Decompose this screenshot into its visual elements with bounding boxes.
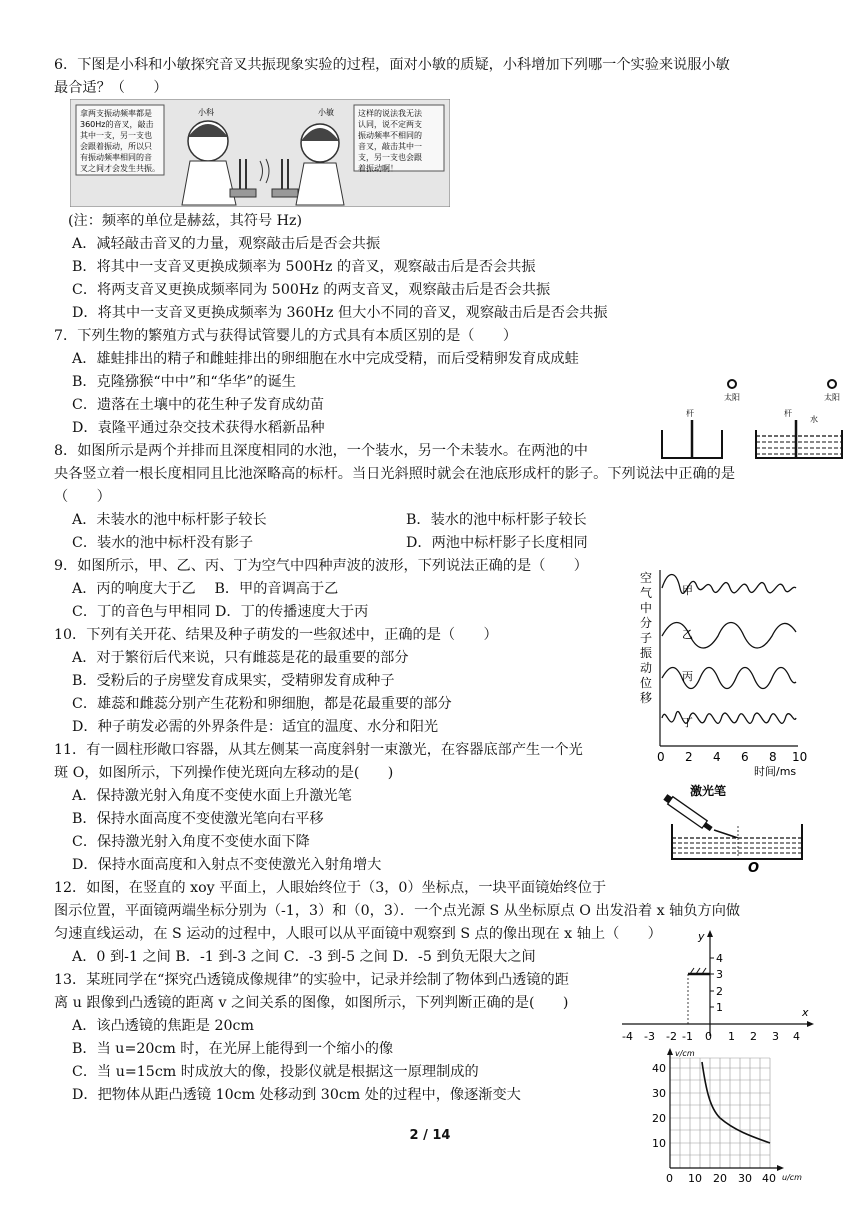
q10-option-b: B．受粉后的子房壁发育成果实，受精卵发育成种子 <box>72 673 395 689</box>
q8-water-label: 水 <box>810 415 818 424</box>
q13-xtick-30: 30 <box>738 1172 752 1184</box>
q12-xlabel: x <box>802 1006 809 1019</box>
q12-xtick-m3: -3 <box>644 1030 655 1043</box>
q7-stem: 7．下列生物的繁殖方式与获得试管婴儿的方式具有本质区别的是（ ） <box>54 328 518 344</box>
q10-stem: 10．下列有关开花、结果及种子萌发的一些叙述中，正确的是（ ） <box>54 627 498 643</box>
q7-option-a: A．雄蛙排出的精子和雌蛙排出的卵细胞在水中完成受精，而后受精卵发育成成蛙 <box>72 351 579 367</box>
q6-left-text-3: 其中一支，另一支也 <box>80 131 152 140</box>
q11-figure-laser <box>660 782 810 874</box>
q7-option-d: D．袁隆平通过杂交技术获得水稻新品种 <box>72 420 325 436</box>
q6-right-text-4: 音叉，敲击其中一 <box>358 142 422 151</box>
q13-xtick-0: 0 <box>666 1172 673 1184</box>
page-number: 2 / 14 <box>409 1128 451 1143</box>
q12-stem-line1: 12．如图，在竖直的 xoy 平面上，人眼始终位于（3，0）坐标点，一块平面镜始终位于 <box>54 880 607 896</box>
q9-wave-label-bing: 丙 <box>682 670 693 683</box>
q6-right-text-5: 支，另一支也会跟 <box>358 153 422 162</box>
q13-ytick-30: 30 <box>652 1087 666 1100</box>
q11-stem-line2: 斑 O，如图所示，下列操作使光斑向左移动的是( ) <box>54 765 394 781</box>
q10-option-c: C．雄蕊和雌蕊分别产生花粉和卵细胞，都是花最重要的部分 <box>72 696 452 712</box>
q6-option-d: D．将其中一支音叉更换成频率为 360Hz 但大小不同的音叉，观察敲击后是否会共振 <box>72 305 608 321</box>
q12-xtick-4: 4 <box>793 1030 800 1043</box>
q9-ylabel-9: 移 <box>640 691 653 705</box>
q11-option-b: B．保持水面高度不变使激光笔向右平移 <box>72 811 324 827</box>
q13-option-b: B．当 u=20cm 时，在光屏上能得到一个缩小的像 <box>72 1041 394 1057</box>
q9-ylabel-6: 振 <box>640 646 653 660</box>
q8-option-b: B．装水的池中标杆影子较长 <box>406 512 587 528</box>
q9-xtick-2: 2 <box>685 750 693 764</box>
q12-stem-line2: 图示位置，平面镜两端坐标分别为（-1，3）和（0，3）．一个点光源 S 从坐标原点 O 出发沿着 x 轴负方向做 <box>54 903 741 919</box>
q9-wave-label-ding: 丁 <box>682 716 693 729</box>
q8-option-a: A．未装水的池中标杆影子较长 <box>72 512 267 528</box>
q11-option-c: C．保持激光射入角度不变使水面下降 <box>72 834 310 850</box>
q9-ylabel-4: 分 <box>640 616 653 630</box>
q13-xtick-10: 10 <box>688 1172 702 1184</box>
q6-name-right: 小敏 <box>318 108 334 117</box>
q9-wave-label-jia: 甲 <box>682 584 693 597</box>
q6-option-b: B．将其中一支音叉更换成频率为 500Hz 的音叉，观察敲击后是否会共振 <box>72 259 536 275</box>
q12-xtick-0: 0 <box>705 1030 712 1043</box>
q6-option-c: C．将两支音叉更换成频率同为 500Hz 的两支音叉，观察敲击后是否会共振 <box>72 282 551 298</box>
q12-xtick-m2: -2 <box>666 1030 677 1043</box>
q9-ylabel-1: 空 <box>640 571 653 585</box>
q13-ytick-40: 40 <box>652 1062 666 1075</box>
q13-option-c: C．当 u=15cm 时成放大的像，投影仪就是根据这一原理制成的 <box>72 1064 479 1080</box>
q12-xtick-m4: -4 <box>622 1030 633 1043</box>
q8-pole-label-2: 杆 <box>784 409 792 418</box>
q13-stem-line1: 13．某班同学在“探究凸透镜成像规律”的实验中，记录并绘制了物体到凸透镜的距 <box>54 972 569 988</box>
q12-xtick-3: 3 <box>772 1030 779 1043</box>
q9-ylabel-3: 中 <box>640 601 653 615</box>
q9-xlabel: 时间/ms <box>754 765 797 778</box>
q6-figure-cartoon <box>70 99 450 207</box>
q12-xtick-2: 2 <box>750 1030 757 1043</box>
q11-option-a: A．保持激光射入角度不变使水面上升激光笔 <box>72 788 352 804</box>
q9-ylabel-2: 气 <box>640 586 653 600</box>
q8-sun-label-2: 太阳 <box>824 393 840 402</box>
q9-figure-waveforms <box>632 566 808 778</box>
q12-stem-line3: 匀速直线运动，在 S 运动的过程中，人眼可以从平面镜中观察到 S 点的像出现在 x 轴上（ ） <box>54 926 662 942</box>
q8-figure-pools <box>650 378 850 462</box>
q13-xtick-20: 20 <box>713 1172 727 1184</box>
q11-option-d: D．保持水面高度和入射点不变使激光入射角增大 <box>72 857 382 873</box>
q7-option-c: C．遗落在土壤中的花生种子发育成幼苗 <box>72 397 325 413</box>
q13-ytick-20: 20 <box>652 1112 666 1125</box>
q13-ylabel: v/cm <box>675 1049 695 1058</box>
q9-xtick-6: 6 <box>741 750 749 764</box>
q9-xtick-4: 4 <box>713 750 721 764</box>
q8-sun-label-1: 太阳 <box>724 393 740 402</box>
q9-options-line1: A．丙的响度大于乙 B．甲的音调高于乙 <box>72 581 339 597</box>
q6-right-text-3: 振动频率不相同的 <box>358 131 422 140</box>
q13-xlabel: u/cm <box>782 1173 802 1182</box>
q11-laser-label: 激光笔 <box>690 784 727 798</box>
q9-ylabel-5: 子 <box>640 631 653 645</box>
q12-figure-coordinates <box>618 924 818 1046</box>
q9-ylabel-8: 位 <box>640 676 653 690</box>
q12-xtick-1: 1 <box>728 1030 735 1043</box>
q6-left-text-5: 有振动频率相同的音 <box>80 153 152 162</box>
q9-stem: 9．如图所示，甲、乙、丙、丁为空气中四种声波的波形，下列说法正确的是（ ） <box>54 558 588 574</box>
q9-ylabel-7: 动 <box>640 661 653 675</box>
q8-pole-label-1: 杆 <box>686 409 694 418</box>
q6-note: (注：频率的单位是赫兹，其符号 Hz) <box>68 213 303 229</box>
q6-right-text-1: 这样的说法我无法 <box>358 109 422 118</box>
q12-ytick-1: 1 <box>716 1001 723 1014</box>
q8-option-c: C．装水的池中标杆没有影子 <box>72 535 254 551</box>
q6-left-text-4: 会跟着振动，所以只 <box>80 142 152 151</box>
q13-figure-uv-graph <box>650 1046 810 1184</box>
q12-ytick-4: 4 <box>716 952 723 965</box>
q13-option-d: D．把物体从距凸透镜 10cm 处移动到 30cm 处的过程中，像逐渐变大 <box>72 1087 521 1103</box>
q6-option-a: A．减轻敲击音叉的力量，观察敲击后是否会共振 <box>72 236 381 252</box>
q6-stem-line2: 最合适？（ ） <box>54 80 168 96</box>
q9-xtick-8: 8 <box>769 750 777 764</box>
q6-left-text-2: 360Hz的音叉，敲击 <box>80 120 154 129</box>
q6-name-left: 小科 <box>198 108 214 117</box>
q7-option-b: B．克隆猕猴“中中”和“华华”的诞生 <box>72 374 296 390</box>
q13-ytick-10: 10 <box>652 1137 666 1150</box>
q12-options: A．0 到-1 之间 B．-1 到-3 之间 C．-3 到-5 之间 D．-5 到负无限大之间 <box>72 949 536 965</box>
q6-right-text-6: 着振动啊！ <box>358 164 398 173</box>
q6-left-text-1: 拿两支振动频率都是 <box>80 109 152 118</box>
q9-xtick-10: 10 <box>792 750 808 764</box>
q12-xtick-m1: -1 <box>682 1030 693 1043</box>
q10-option-a: A．对于繁衍后代来说，只有雌蕊是花的最重要的部分 <box>72 650 409 666</box>
q10-option-d: D．种子萌发必需的外界条件是：适宜的温度、水分和阳光 <box>72 719 439 735</box>
q8-stem-line2: 央各竖立着一根长度相同且比池深略高的标杆。当日光斜照时就会在池底形成杆的影子。下列说法中正确的是 <box>54 466 736 482</box>
q9-xtick-0: 0 <box>657 750 665 764</box>
q11-point-o: O <box>748 861 760 874</box>
q8-option-d: D．两池中标杆影子长度相同 <box>406 535 588 551</box>
q11-stem-line1: 11．有一圆柱形敞口容器，从其左侧某一高度斜射一束激光，在容器底部产生一个光 <box>54 742 583 758</box>
q13-stem-line2: 离 u 跟像到凸透镜的距离 v 之间关系的图像，如图所示，下列判断正确的是( ) <box>54 995 569 1011</box>
q8-stem-line3: （ ） <box>54 489 111 505</box>
q6-right-text-2: 认同，说不定两支 <box>358 120 422 129</box>
q9-options-line2: C．丁的音色与甲相同 D．丁的传播速度大于丙 <box>72 604 369 620</box>
q13-option-a: A．该凸透镜的焦距是 20cm <box>72 1018 254 1034</box>
q6-stem-line1: 6．下图是小科和小敏探究音叉共振现象实验的过程，面对小敏的质疑，小科增加下列哪一个实验来说服小敏 <box>54 57 730 73</box>
q12-ylabel: y <box>698 930 705 943</box>
q6-left-text-6: 叉之间才会发生共振。 <box>80 164 160 173</box>
q9-wave-label-yi: 乙 <box>682 628 693 641</box>
q13-xtick-40: 40 <box>762 1172 776 1184</box>
q12-ytick-3: 3 <box>716 968 723 981</box>
q12-ytick-2: 2 <box>716 985 723 998</box>
q8-stem-line1: 8．如图所示是两个并排而且深度相同的水池，一个装水，另一个未装水。在两池的中 <box>54 443 588 459</box>
